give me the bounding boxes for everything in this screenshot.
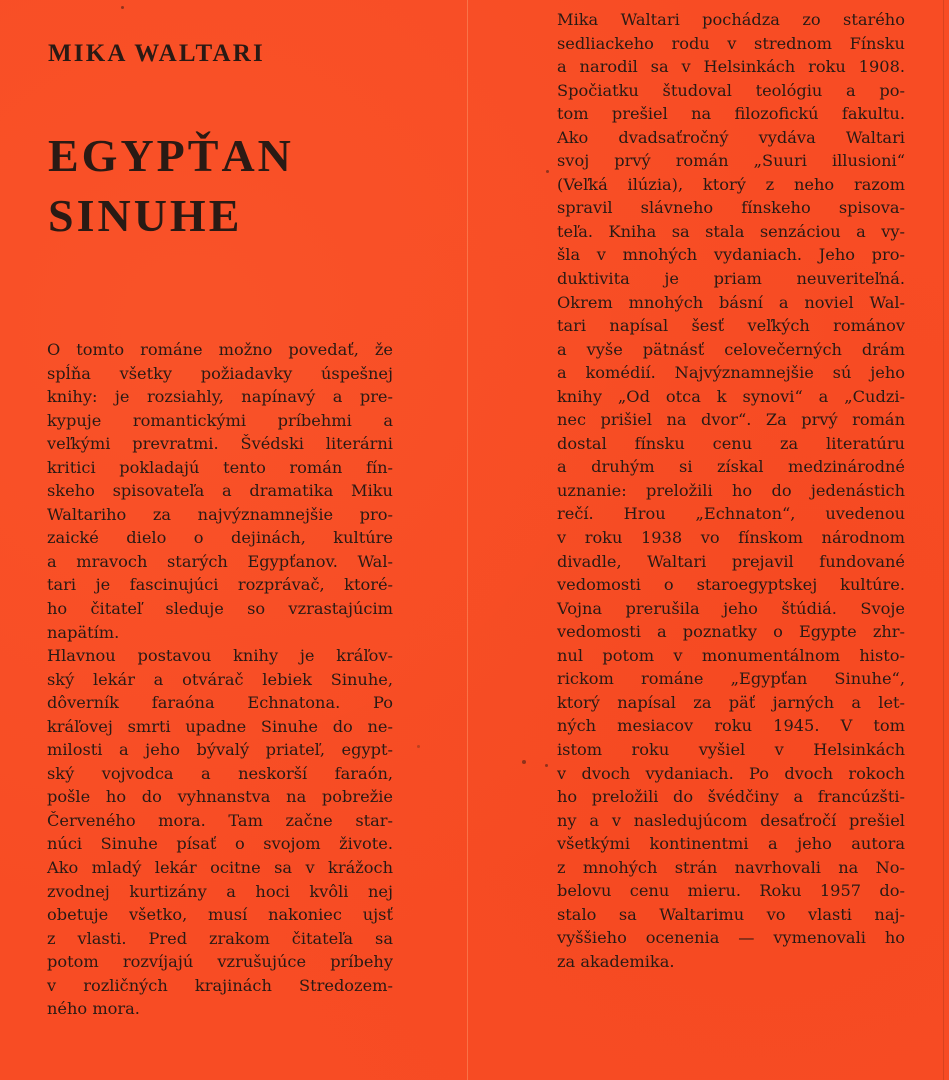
text-line: ský vojvodca a neskorší faraón, <box>47 763 394 783</box>
print-speck <box>545 764 548 767</box>
author-name: MIKA WALTARI <box>48 40 265 67</box>
text-line: a narodil sa v Helsinkách roku 1908. <box>557 57 906 77</box>
text-line: milosti a jeho bývalý priateľ, egypt- <box>47 740 393 760</box>
text-line: ny a v nasledujúcom desaťročí prešiel <box>557 810 905 830</box>
text-line: a mravoch starých Egypťanov. Wal- <box>47 551 393 571</box>
print-speck <box>121 6 124 9</box>
text-line: kráľovej smrti upadne Sinuhe do ne- <box>47 716 393 736</box>
text-line: v rozličných krajinách Stredozem- <box>47 975 393 995</box>
text-line: (Veľká ilúzia), ktorý z neho razom <box>557 174 905 194</box>
text-line: Ako dvadsaťročný vydáva Waltari <box>557 127 905 147</box>
text-line: divadle, Waltari prejavil fundované <box>557 551 905 571</box>
text-line: pošle ho do vyhnanstva na pobrežie <box>47 787 394 807</box>
text-line: stalo sa Waltarimu vo vlasti naj- <box>557 904 905 924</box>
text-line: ho preložili do švédčiny a francúzšti- <box>557 787 906 807</box>
text-line: veľkými prevratmi. Švédski literárni <box>47 434 393 454</box>
text-line: z mnohých strán navrhovali na No- <box>557 857 906 877</box>
text-line: v roku 1938 vo fínskom národnom <box>557 528 905 548</box>
book-title <box>48 126 294 246</box>
text-line: šla v mnohých vydaniach. Jeho pro- <box>557 245 905 265</box>
text-line: zvodnej kurtizány a hoci kvôli nej <box>47 881 393 901</box>
page-fold-line <box>467 0 468 1080</box>
text-line: sedliackeho rodu v strednom Fínsku <box>557 33 905 53</box>
text-line: vedomosti o staroegyptskej kultúre. <box>557 575 905 595</box>
text-line: spĺňa všetky požiadavky úspešnej <box>47 363 393 383</box>
book-title-line: SINUHE <box>48 190 243 241</box>
text-line: Mika Waltari pochádza zo starého <box>557 10 905 29</box>
text-line: duktivita je priam neuveriteľná. <box>557 269 906 289</box>
text-line: knihy „Od otca k synovi“ a „Cudzi- <box>557 386 905 406</box>
text-line: a druhým si získal medzinárodné <box>557 457 905 477</box>
text-line: tari napísal šesť veľkých románov <box>557 316 905 336</box>
text-line: istom roku vyšiel v Helsinkách <box>557 739 905 759</box>
text-line: dôverník faraóna Echnatona. Po <box>47 693 393 713</box>
text-line: ktorý napísal za päť jarných a let- <box>557 692 906 712</box>
text-line: nul potom v monumentálnom histo- <box>557 645 906 665</box>
text-line: spravil slávneho fínskeho spisova- <box>557 198 905 218</box>
text-line: ného mora. <box>47 999 140 1019</box>
text-line: rickom románe „Egypťan Sinuhe“, <box>557 669 905 689</box>
text-line: skeho spisovateľa a dramatika Miku <box>47 481 393 501</box>
text-line: ho čitateľ sleduje so vzrastajúcim <box>47 599 394 619</box>
text-line: ský lekár a otvárač lebiek Sinuhe, <box>47 669 393 689</box>
text-line: potom rozvíjajú vzrušujúce príbehy <box>47 952 393 972</box>
text-line: knihy: je rozsiahly, napínavý a pre- <box>47 387 393 407</box>
text-line: kypuje romantickými príbehmi a <box>47 410 393 430</box>
text-line: v dvoch vydaniach. Po dvoch rokoch <box>557 763 905 783</box>
text-line: napätím. <box>47 622 120 642</box>
text-line: Waltariho za najvýznamnejšie pro- <box>47 504 393 524</box>
text-line: uznanie: preložili ho do jedenástich <box>557 480 906 500</box>
text-line: O tomto románe možno povedať, že <box>47 340 393 359</box>
text-line: ných mesiacov roku 1945. V tom <box>557 716 906 736</box>
left-page-blurb <box>47 338 393 1021</box>
text-line: obetuje všetko, musí nakoniec ujsť <box>47 905 393 925</box>
text-line: tari je fascinujúci rozprávač, ktoré- <box>47 575 394 595</box>
print-speck <box>546 170 549 173</box>
print-speck <box>522 760 526 764</box>
text-line: Ako mladý lekár ocitne sa v krážoch <box>47 858 394 878</box>
text-line: nec prišiel na dvor“. Za prvý román <box>557 410 906 430</box>
text-line: tom prešiel na filozofickú fakultu. <box>557 104 906 124</box>
text-line: kritici pokladajú tento román fín- <box>47 457 394 477</box>
text-line: teľa. Kniha sa stala senzáciou a vy- <box>557 221 906 241</box>
text-line: a vyše pätnásť celovečerných drám <box>557 339 906 359</box>
text-line: rečí. Hrou „Echnaton“, uvedenou <box>557 504 906 524</box>
right-page-author-bio <box>557 8 905 973</box>
text-line: Vojna prerušila jeho štúdiá. Svoje <box>557 598 905 618</box>
text-line: a komédií. Najvýznamnejšie sú jeho <box>557 363 906 383</box>
text-line: Okrem mnohých básní a noviel Wal- <box>557 292 906 312</box>
text-line: belovu cenu mieru. Roku 1957 do- <box>557 881 905 901</box>
text-line: vedomosti a poznatky o Egypte zhr- <box>557 622 905 642</box>
text-line: zaické dielo o dejinách, kultúre <box>47 528 393 548</box>
text-line: svoj prvý román „Suuri illusioni“ <box>557 151 906 171</box>
text-line: dostal fínsku cenu za literatúru <box>557 433 905 453</box>
text-line: núci Sinuhe písať o svojom živote. <box>47 834 393 854</box>
text-line: všetkými kontinentmi a jeho autora <box>557 834 905 854</box>
text-line: vyššieho ocenenia — vymenovali ho <box>557 928 906 948</box>
text-line: za akademika. <box>557 951 675 971</box>
text-line: Hlavnou postavou knihy je kráľov- <box>47 646 393 666</box>
text-line: Červeného mora. Tam začne star- <box>47 810 393 830</box>
text-line: z vlasti. Pred zrakom čitateľa sa <box>47 928 393 948</box>
book-title-line: EGYPŤAN <box>48 130 294 181</box>
print-speck <box>417 745 420 748</box>
text-line: Spočiatku študoval teológiu a po- <box>557 80 905 100</box>
page-edge-line <box>943 0 944 1080</box>
